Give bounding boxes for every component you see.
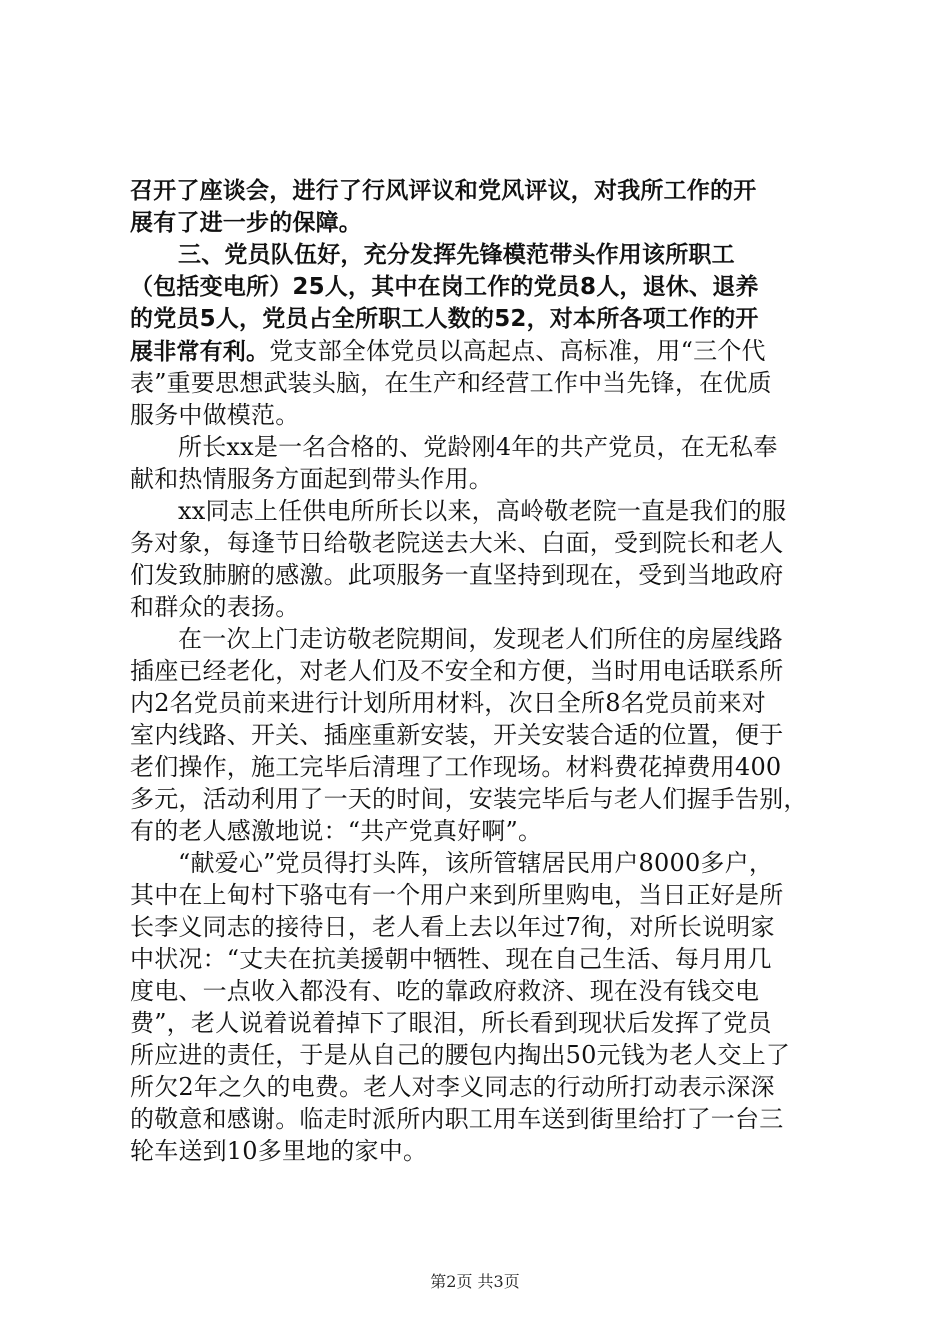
paragraph-start: 在一次上门走访敬老院期间，发现老人们所住的房屋线路 — [178, 625, 783, 653]
text-line: 有的老人感激地说：“共产党真好啊”。 — [130, 817, 543, 845]
text-line: 召开了座谈会，进行了行风评议和党风评议，对我所工作的开 — [130, 178, 757, 204]
text-line: 插座已经老化，对老人们及不安全和方便，当时用电话联系所 — [130, 657, 784, 685]
paragraph-start: xx同志上任供电所所长以来，高岭敬老院一直是我们的服 — [178, 497, 787, 525]
text-line: 献和热情服务方面起到带头作用。 — [130, 465, 493, 493]
text-line: 的敬意和感谢。临走时派所内职工用车送到街里给打了一台三 — [130, 1105, 784, 1133]
text-line: 展有了进一步的保障。 — [130, 210, 362, 236]
text-line — [130, 335, 830, 367]
text-line: 室内线路、开关、插座重新安装，开关安装合适的位置，便于 — [130, 721, 784, 749]
text-line: 度电、一点收入都没有、吃的靠政府救济、现在没有钱交电 — [130, 977, 760, 1005]
text-line: 多元，活动利用了一天的时间，安装完毕后与老人们握手告别， — [130, 785, 808, 813]
text-line: 中状况：“丈夫在抗美援朝中牺牲、现在自己生活、每月用几 — [130, 945, 772, 973]
text-span: 党支部全体党员以高起点、高标准，用“三个代 — [269, 337, 766, 365]
text-line: 内2名党员前来进行计划所用材料，次日全所8名党员前来对 — [130, 689, 766, 717]
text-line: 的党员5人，党员占全所职工人数的52，对本所各项工作的开 — [130, 306, 759, 332]
text-line: 轮车送到10多里地的家中。 — [130, 1137, 428, 1165]
document-body — [130, 175, 830, 1167]
text-line: 老们操作，施工完毕后清理了工作现场。材料费花掉费用400 — [130, 753, 782, 781]
text-line: 所欠2年之久的电费。老人对李义同志的行动所打动表示深深 — [130, 1073, 775, 1101]
text-line: 服务中做模范。 — [130, 401, 300, 429]
section-heading: 三、党员队伍好，充分发挥先锋模范带头作用该所职工 — [178, 242, 735, 268]
text-line: 其中在上甸村下骆屯有一个用户来到所里购电，当日正好是所 — [130, 881, 784, 909]
text-line: 们发致肺腑的感激。此项服务一直坚持到现在，受到当地政府 — [130, 561, 784, 589]
text-line: 和群众的表扬。 — [130, 593, 300, 621]
paragraph-start: “献爱心”党员得打头阵，该所管辖居民用户8000多户， — [178, 849, 774, 877]
text-line: 费”，老人说着说着掉下了眼泪，所长看到现状后发挥了党员 — [130, 1009, 772, 1037]
text-line: 务对象，每逢节日给敬老院送去大米、白面，受到院长和老人 — [130, 529, 784, 557]
text-line: 长李义同志的接待日，老人看上去以年过7徇，对所长说明家 — [130, 913, 775, 941]
text-line: （包括变电所）25人，其中在岗工作的党员8人，退休、退养 — [130, 274, 759, 300]
paragraph-start: 所长xx是一名合格的、党龄刚4年的共产党员，在无私奉 — [178, 433, 778, 461]
page-number: 第2页 共3页 — [430, 1272, 520, 1291]
text-line: 所应进的责任，于是从自己的腰包内掏出50元钱为老人交上了 — [130, 1041, 791, 1069]
text-line: 表”重要思想武装头脑，在生产和经营工作中当先锋，在优质 — [130, 369, 772, 397]
text-span-bold: 展非常有利。 — [130, 339, 270, 365]
page-footer — [0, 1272, 950, 1292]
